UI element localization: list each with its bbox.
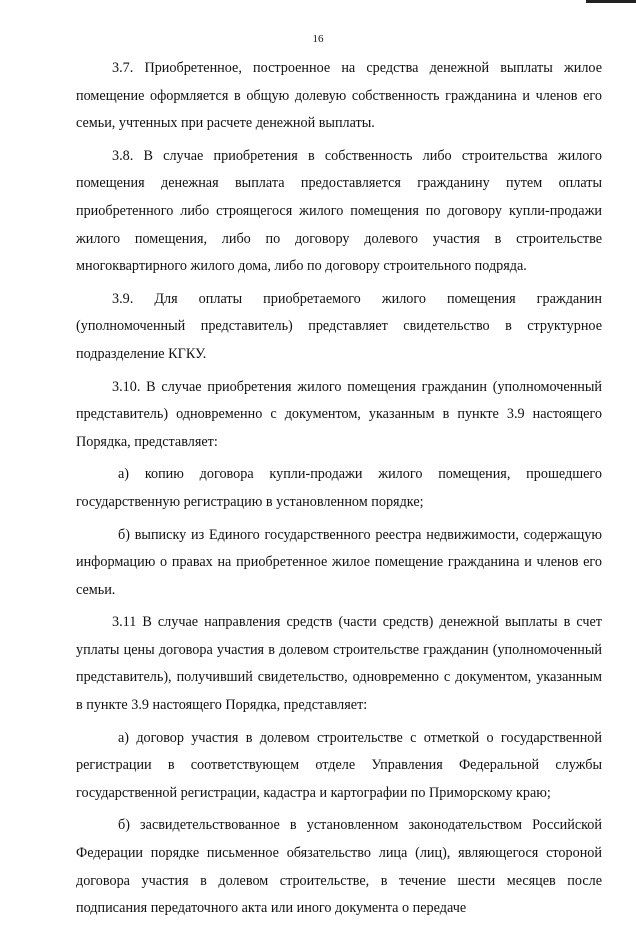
paragraph-3-10-b: б) выписку из Единого государственного реестра недвижимости, содержащую информацию о правах на приобретенное жилое помещение гражданина и членов его семьи.: [76, 526, 602, 598]
paragraph-3-9: 3.9. Для оплаты приобретаемого жилого помещения гражданин (уполномоченный представитель) представляет свидетельство в структурное подразделение КГКУ.: [76, 290, 602, 362]
paragraph-3-11-b: б) засвидетельствованное в установленном законодательством Российской Федерации порядке письменное обязательство лица (лиц), являющегося стороной договора участия в долевом строительстве, в течение шести месяцев после подписания передаточного акта или иного документа о передаче: [76, 817, 602, 917]
paragraph-3-10: 3.10. В случае приобретения жилого помещения гражданин (уполномоченный представитель) одновременно с документом, указанным в пункте 3.9 настоящего Порядка, представляет:: [76, 378, 602, 450]
page-number: 16: [312, 33, 324, 45]
paragraph-3-11: 3.11 В случае направления средств (части средств) денежной выплаты в счет уплаты цены договора участия в долевом строительстве гражданин (уполномоченный представитель), получивший свидетельство, одновременно с документом, указанным в пункте 3.9 настоящего Порядка, представляет:: [76, 614, 602, 714]
document-body: [76, 55, 602, 928]
paragraph-3-7: 3.7. Приобретенное, построенное на средства денежной выплаты жилое помещение оформляется в общую долевую собственность гражданина и членов его семьи, учтенных при расчете денежной выплаты.: [76, 60, 602, 132]
paragraph-3-11-a: а) договор участия в долевом строительстве с отметкой о государственной регистрации в соответствующем отделе Управления Федеральной службы государственной регистрации, кадастра и картографии по Приморскому краю;: [76, 729, 602, 801]
paragraph-3-10-a: а) копию договора купли-продажи жилого помещения, прошедшего государственную регистрацию в установленном порядке;: [76, 466, 602, 510]
paragraph-3-8: 3.8. В случае приобретения в собственность либо строительства жилого помещения денежная выплата предоставляется гражданину путем оплаты приобретенного либо строящегося жилого помещения по договору купли-продажи жилого помещения, либо по договору долевого участия в строительстве многоквартирного жилого дома, либо по договору строительного подряда.: [76, 147, 602, 275]
scan-edge-mark: [586, 0, 636, 3]
